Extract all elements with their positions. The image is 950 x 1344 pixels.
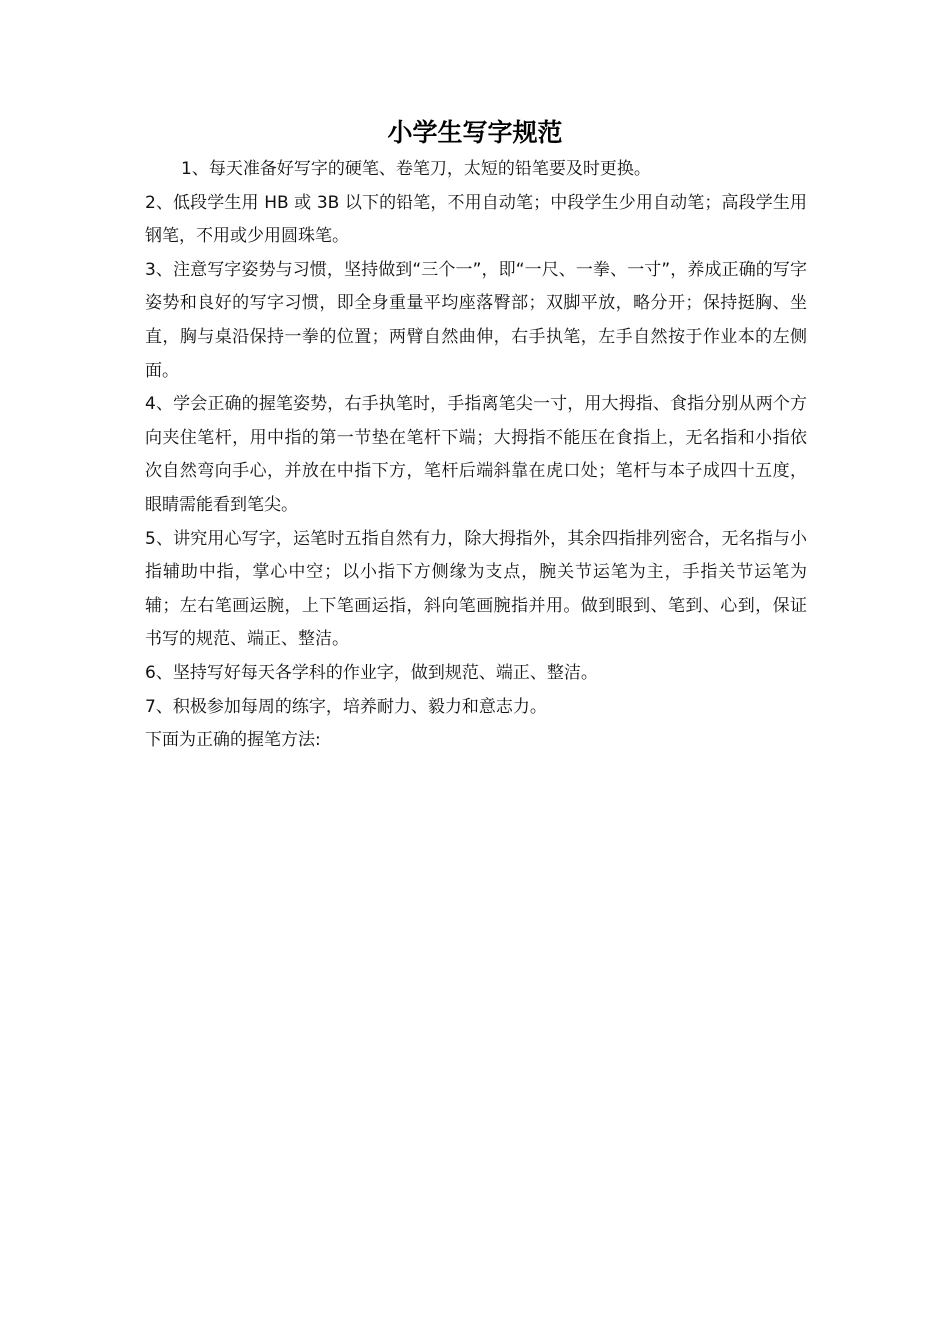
paragraph-8: 下面为正确的握笔方法: [145,730,321,751]
document-title: 小学生写字规范 [387,118,563,147]
paragraph-4: 4、学会正确的握笔姿势，右手执笔时，手指离笔尖一寸，用大拇指、食指分别从两个方向夹住笔杆，用中指的第一节垫在笔杆下端；大拇指不能压在食指上，无名指和小指依次自然弯向手心，并放在中指下方，笔杆后端斜靠在虎口处；笔杆与本子成四十五度，眼睛需能看到笔尖。 [145,394,807,515]
document-body [145,153,807,758]
paragraph-6: 6、坚持写好每天各学科的作业字，做到规范、端正、整洁。 [145,662,598,683]
paragraph-1: 1、每天准备好写字的硬笔、卷笔刀，太短的铅笔要及时更换。 [181,159,651,179]
paragraph-3: 3、注意写字姿势与习惯，坚持做到“三个一”，即“一尺、一拳、一寸”，养成正确的写字姿势和良好的写字习惯，即全身重量平均座落臀部；双脚平放，略分开；保持挺胸、坐直，胸与桌沿保持一拳的位置；两臂自然曲伸，右手执笔，左手自然按于作业本的左侧面。 [145,259,807,381]
paragraph-5: 5、讲究用心写字，运笔时五指自然有力，除大拇指外，其余四指排列密合，无名指与小指辅助中指，掌心中空；以小指下方侧缘为支点，腕关节运笔为主，手指关节运笔为辅；左右笔画运腕，上下笔画运指，斜向笔画腕指并用。做到眼到、笔到、心到，保证书写的规范、端正、整洁。 [145,528,807,650]
paragraph-2: 2、低段学生用 HB 或 3B 以下的铅笔，不用自动笔；中段学生少用自动笔；高段学生用钢笔，不用或少用圆珠笔。 [145,192,807,247]
paragraph-7: 7、积极参加每周的练字，培养耐力、毅力和意志力。 [145,696,547,717]
